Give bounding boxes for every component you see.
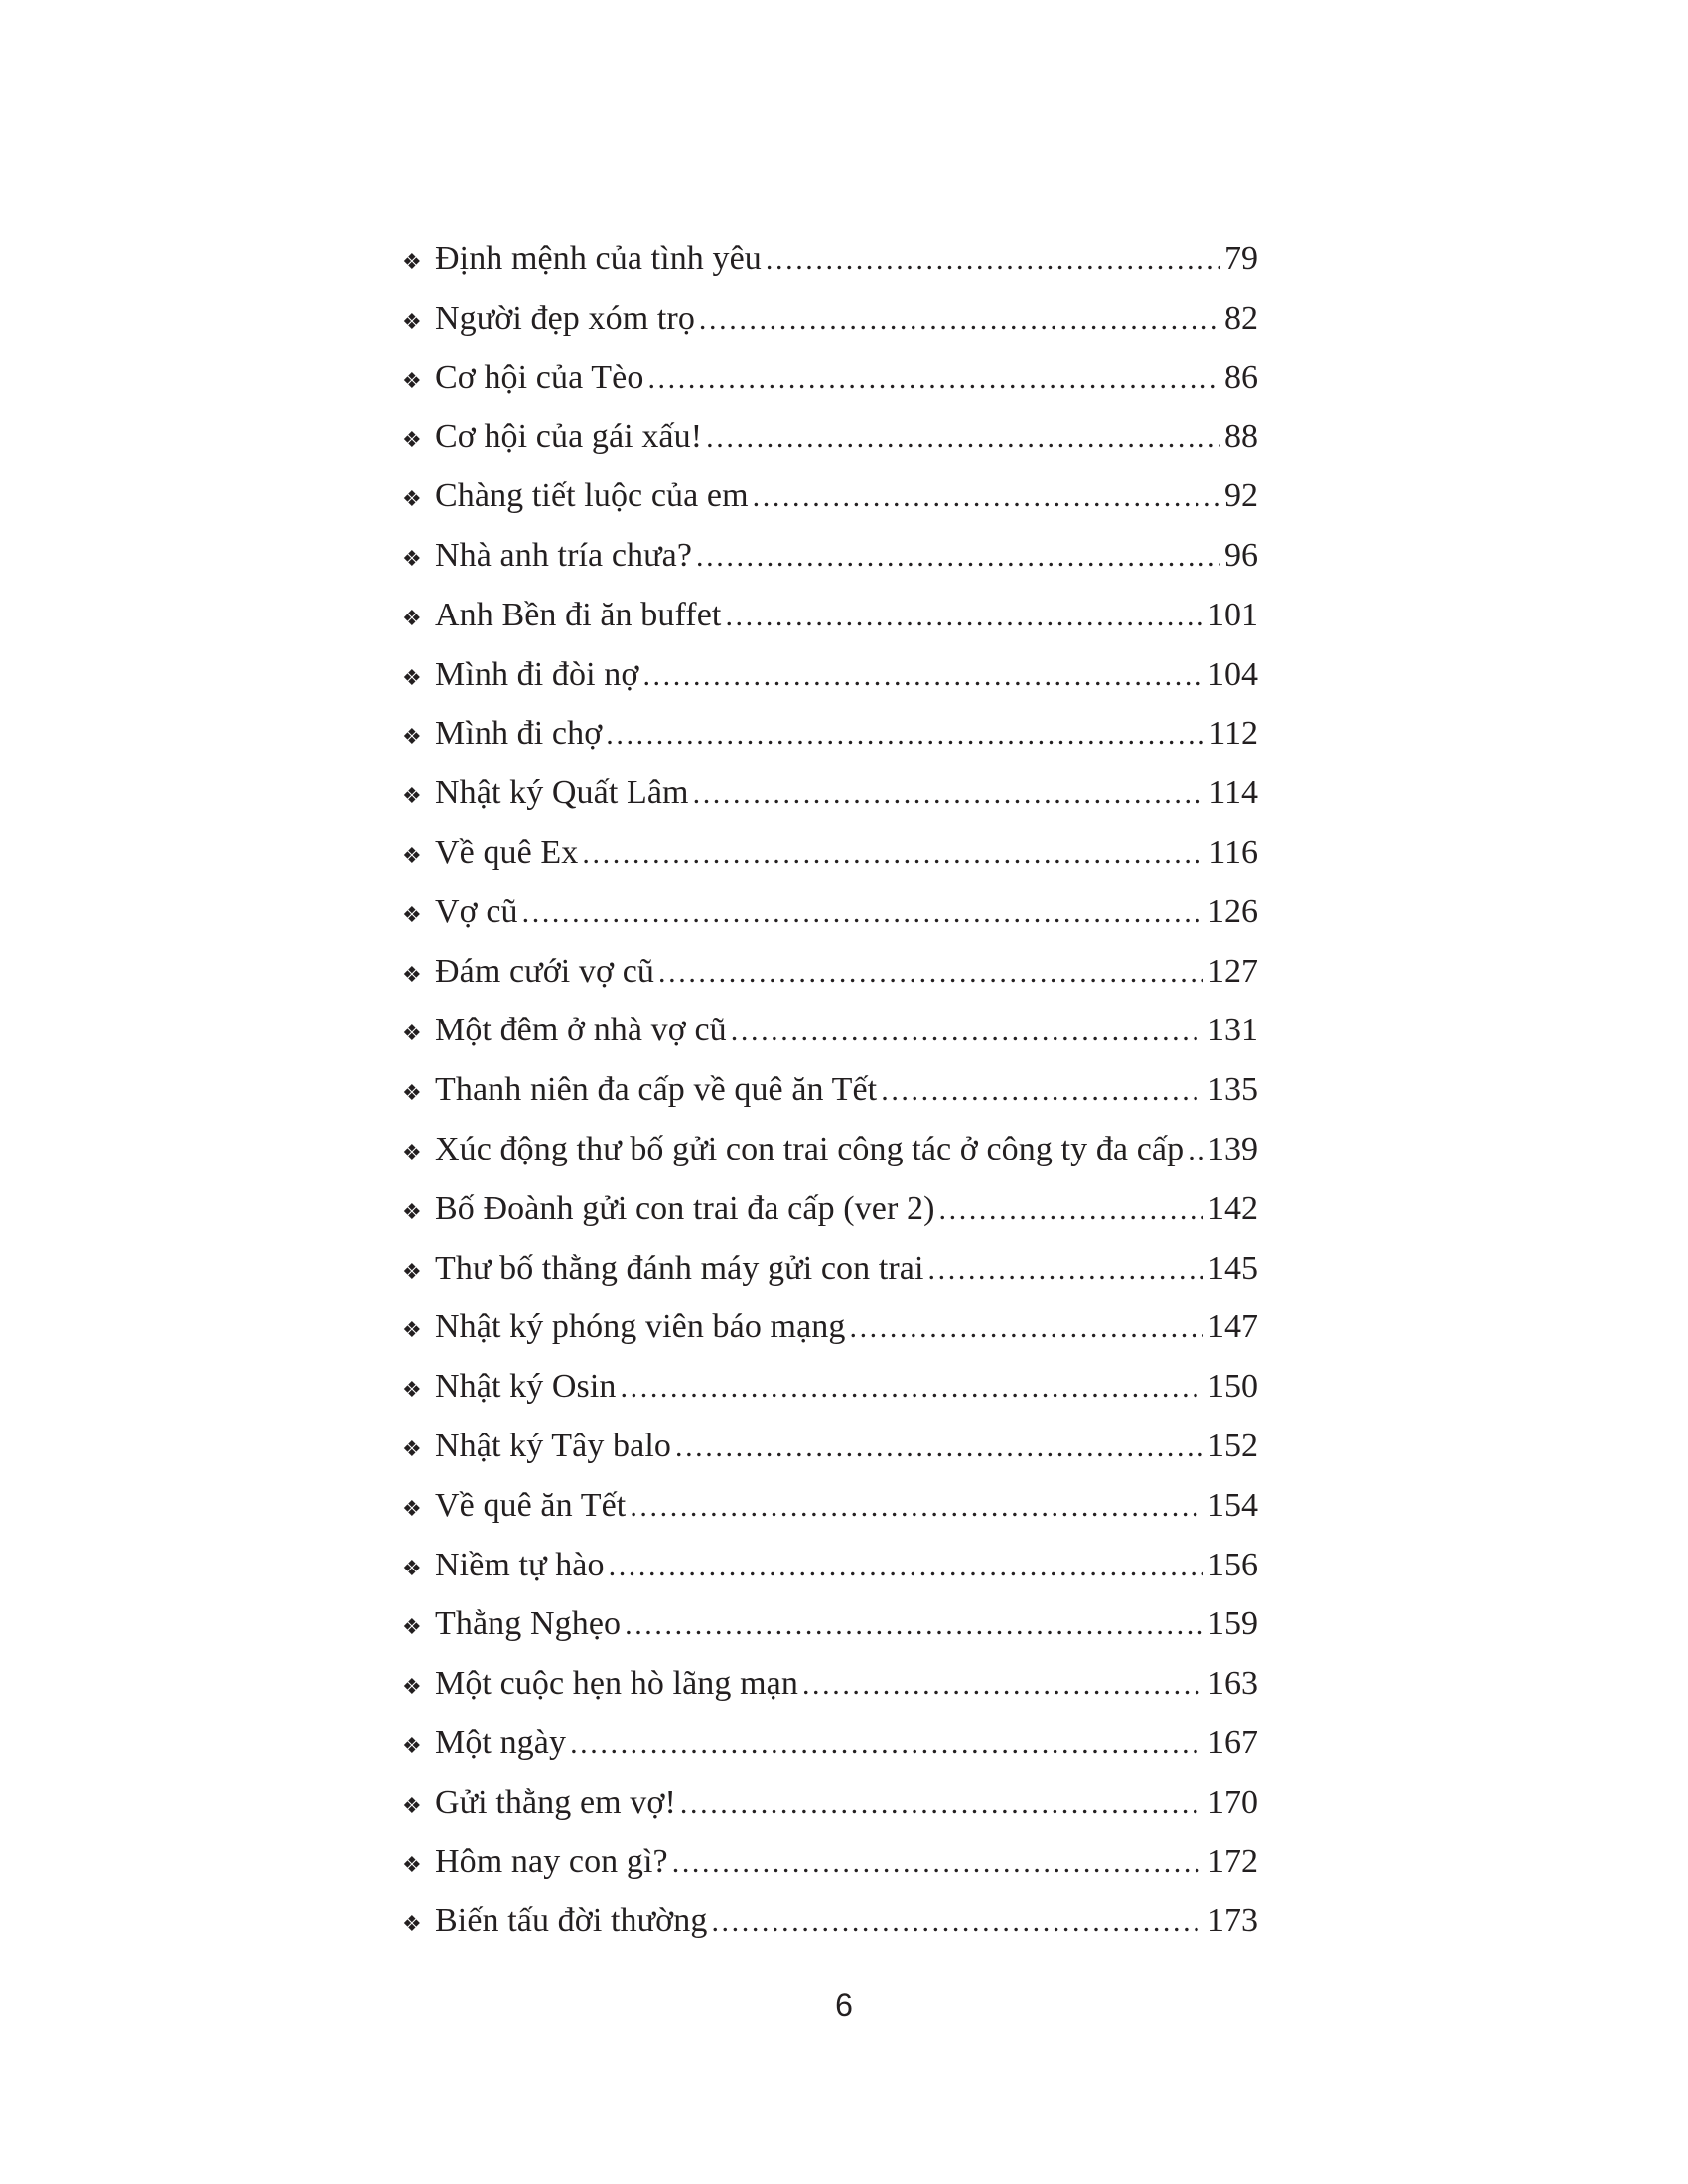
toc-entry [402,823,1258,883]
dot-leader [606,705,1204,764]
diamond-bullet-icon: ❖ [402,1199,422,1225]
toc-entry [402,289,1258,348]
toc-entry-page-number: 86 [1224,358,1258,396]
dot-leader [570,1714,1203,1774]
toc-entry-title: Mình đi chợ [435,715,603,752]
toc-entry-page-number: 154 [1207,1486,1258,1524]
toc-entry-title: Thư bố thằng đánh máy gửi con trai [435,1249,924,1287]
toc-entry-title: Người đẹp xóm trọ [435,299,695,337]
toc-entry-page-number: 127 [1207,952,1258,990]
dot-leader [630,1477,1203,1537]
toc-entry [402,1536,1258,1595]
diamond-bullet-icon: ❖ [402,1912,422,1938]
dot-leader [731,1002,1203,1061]
diamond-bullet-icon: ❖ [402,1852,422,1878]
toc-entry [402,1297,1258,1357]
toc-entry-page-number: 104 [1207,655,1258,693]
dot-leader [621,1358,1203,1418]
toc-entry-page-number: 139 [1207,1130,1258,1167]
toc-entry [402,1357,1258,1417]
diamond-bullet-icon: ❖ [402,1378,422,1404]
dot-leader [693,764,1205,824]
toc-entry [402,1001,1258,1060]
diamond-bullet-icon: ❖ [402,428,422,454]
toc-entry-title: Vợ cũ [435,892,518,930]
diamond-bullet-icon: ❖ [402,902,422,928]
toc-entry-page-number: 112 [1208,715,1258,752]
toc-entry-title: Chàng tiết luộc của em [435,478,749,515]
diamond-bullet-icon: ❖ [402,1675,422,1701]
toc-entry-title: Nhà anh tría chưa? [435,536,693,574]
dot-leader [706,408,1220,468]
toc-entry [402,1120,1258,1179]
diamond-bullet-icon: ❖ [402,784,422,810]
toc-entry-title: Nhật ký Tây balo [435,1427,671,1464]
toc-entry-title: Gửi thằng em vợ! [435,1783,676,1821]
toc-entry [402,763,1258,823]
diamond-bullet-icon: ❖ [402,606,422,631]
toc-entry [402,645,1258,705]
toc-entry [402,1594,1258,1654]
dot-leader [675,1418,1203,1477]
toc-entry-title: Về quê Ex [435,833,579,871]
toc-entry-title: Mình đi đòi nợ [435,655,639,693]
toc-entry [402,526,1258,586]
toc-entry-page-number: 96 [1224,536,1258,574]
dot-leader [802,1655,1203,1714]
dot-leader [658,943,1203,1003]
diamond-bullet-icon: ❖ [402,1556,422,1581]
dot-leader [753,468,1220,527]
dot-leader [642,646,1203,706]
toc-entry-title: Cơ hội của gái xấu! [435,418,703,456]
toc-entry-title: Niềm tự hào [435,1546,605,1583]
dot-leader [582,824,1204,884]
diamond-bullet-icon: ❖ [402,1081,422,1107]
dot-leader [881,1061,1203,1121]
toc-entry-page-number: 167 [1207,1723,1258,1761]
dot-leader [766,230,1220,290]
toc-entry-title: Nhật ký phóng viên báo mạng [435,1308,846,1346]
toc-entry-page-number: 145 [1207,1249,1258,1287]
diamond-bullet-icon: ❖ [402,843,422,869]
toc-entry [402,883,1258,942]
diamond-bullet-icon: ❖ [402,1318,422,1344]
toc-entry-page-number: 114 [1208,774,1258,812]
toc-entry-page-number: 173 [1207,1902,1258,1940]
dot-leader [696,527,1220,587]
dot-leader [680,1774,1203,1834]
toc-entry [402,704,1258,763]
toc-entry [402,1476,1258,1536]
toc-entry-page-number: 82 [1224,299,1258,337]
toc-entry-title: Một ngày [435,1723,567,1761]
toc-entry-title: Thằng Nghẹo [435,1605,622,1643]
diamond-bullet-icon: ❖ [402,1022,422,1047]
toc-entry-title: Hôm nay con gì? [435,1843,668,1880]
toc-entry-title: Anh Bền đi ăn buffet [435,596,722,633]
toc-entry [402,1060,1258,1120]
toc-entry-page-number: 159 [1207,1605,1258,1643]
toc-entry [402,1179,1258,1239]
toc-entry-page-number: 92 [1224,478,1258,515]
toc-entry-title: Đám cưới vợ cũ [435,952,655,990]
toc-entry-title: Một cuộc hẹn hò lãng mạn [435,1665,798,1703]
toc-entry [402,229,1258,289]
toc-entry-page-number: 101 [1207,596,1258,633]
diamond-bullet-icon: ❖ [402,1733,422,1759]
toc-entry [402,1773,1258,1833]
toc-entry-title: Nhật ký Osin [435,1368,617,1406]
toc-entry [402,942,1258,1002]
toc-entry-page-number: 152 [1207,1427,1258,1464]
toc-entry-page-number: 150 [1207,1368,1258,1406]
diamond-bullet-icon: ❖ [402,1793,422,1819]
diamond-bullet-icon: ❖ [402,487,422,513]
toc-entry-page-number: 135 [1207,1071,1258,1109]
toc-entry-page-number: 131 [1207,1012,1258,1049]
diamond-bullet-icon: ❖ [402,309,422,335]
toc-entry-page-number: 172 [1207,1843,1258,1880]
toc-entry-title: Biến tấu đời thường [435,1902,708,1940]
dot-leader [609,1537,1203,1596]
diamond-bullet-icon: ❖ [402,368,422,394]
page-number: 6 [835,1987,853,2023]
toc-entry [402,1417,1258,1476]
toc-entry-page-number: 163 [1207,1665,1258,1703]
diamond-bullet-icon: ❖ [402,1436,422,1462]
diamond-bullet-icon: ❖ [402,1496,422,1522]
toc-entry-page-number: 79 [1224,240,1258,277]
toc-entry [402,1239,1258,1298]
toc-entry-title: Định mệnh của tình yêu [435,240,762,277]
toc-entry-title: Thanh niên đa cấp về quê ăn Tết [435,1071,878,1109]
toc-entry-page-number: 156 [1207,1546,1258,1583]
toc-entry-title: Một đêm ở nhà vợ cũ [435,1012,727,1049]
toc-entry-title: Bố Đoành gửi con trai đa cấp (ver 2) [435,1189,935,1227]
dot-leader [647,349,1220,409]
dot-leader [522,884,1203,943]
diamond-bullet-icon: ❖ [402,1140,422,1165]
dot-leader [725,587,1203,646]
toc-entry [402,1713,1258,1773]
toc-entry [402,407,1258,467]
toc-entry [402,586,1258,645]
diamond-bullet-icon: ❖ [402,962,422,988]
table-of-contents [402,229,1258,1951]
diamond-bullet-icon: ❖ [402,665,422,691]
toc-entry-page-number: 142 [1207,1189,1258,1227]
toc-entry-title: Về quê ăn Tết [435,1486,627,1524]
toc-entry-page-number: 147 [1207,1308,1258,1346]
toc-entry-page-number: 88 [1224,418,1258,456]
dot-leader [672,1834,1203,1893]
toc-entry-page-number: 116 [1208,833,1258,871]
toc-entry [402,1891,1258,1951]
toc-entry [402,1654,1258,1713]
dot-leader [928,1240,1203,1299]
toc-entry-title: Cơ hội của Tèo [435,358,644,396]
toc-entry [402,1833,1258,1892]
diamond-bullet-icon: ❖ [402,546,422,572]
dot-leader [699,290,1220,349]
diamond-bullet-icon: ❖ [402,1259,422,1285]
toc-entry-title: Xúc động thư bố gửi con trai công tác ở công ty đa cấp [435,1130,1185,1167]
dot-leader [1188,1121,1203,1180]
dot-leader [849,1298,1203,1358]
toc-entry-page-number: 126 [1207,892,1258,930]
dot-leader [711,1892,1203,1952]
diamond-bullet-icon: ❖ [402,250,422,275]
diamond-bullet-icon: ❖ [402,1615,422,1641]
dot-leader [939,1180,1203,1240]
toc-entry-page-number: 170 [1207,1783,1258,1821]
diamond-bullet-icon: ❖ [402,725,422,751]
toc-entry [402,348,1258,408]
dot-leader [625,1595,1203,1655]
toc-entry [402,467,1258,526]
toc-entry-title: Nhật ký Quất Lâm [435,774,689,812]
